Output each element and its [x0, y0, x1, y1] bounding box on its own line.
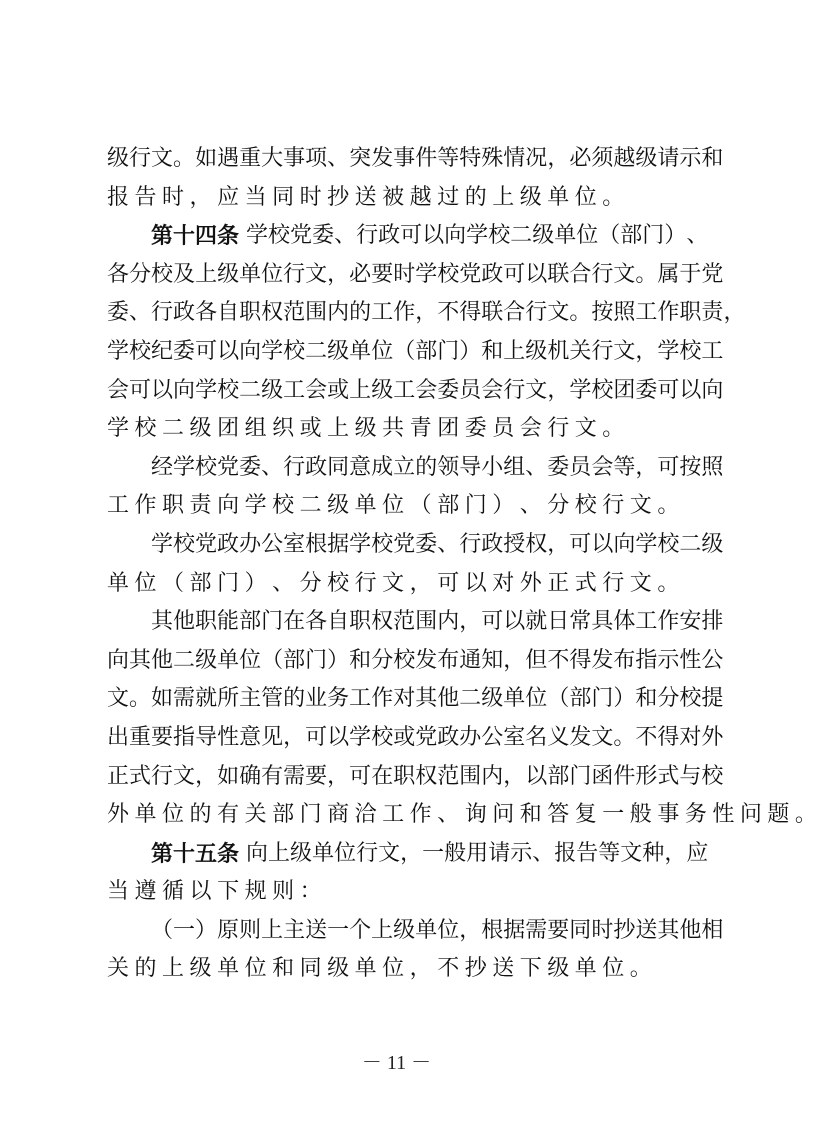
text-line: 学 校 二 级 团 组 织 或 上 级 共 青 团 委 员 会 行 文 。 [107, 416, 625, 442]
text-line: 各 分 校 及 上 级 单 位 行 文 ， 必 要 时 学 校 党 政 可 以 联 合 行 文 。 属 于 党 [107, 261, 724, 287]
document-body [107, 140, 817, 989]
text-line: 学 校 党 政 办 公 室 根 据 学 校 党 委 、 行 政 授 权 ， 可 以 向 学 校 二 级 [151, 531, 724, 557]
text-line: 向 其 他 二 级 单 位 （ 部 门 ） 和 分 校 发 布 通 知 ， 但 不 得 发 布 指 示 性 公 [107, 647, 724, 673]
text-line: 经 学 校 党 委 、 行 政 同 意 成 立 的 领 导 小 组 、 委 员 会 等 ， 可 按 照 [151, 454, 724, 480]
article-number: 第十四条 [151, 223, 240, 250]
text-line: 级 行 文 。 如 遇 重 大 事 项 、 突 发 事 件 等 特 殊 情 况 ， 必 须 越 级 请 示 和 [107, 146, 724, 171]
text-line: 当 遵 循 以 下 规 则 ： [107, 879, 322, 905]
text-line: 文 。 如 需 就 所 主 管 的 业 务 工 作 对 其 他 二 级 单 位 （ 部 门 ） 和 分 校 提 [107, 686, 724, 712]
page-number: － 11 － [361, 1052, 432, 1074]
text-line: 单 位 （ 部 门 ） 、 分 校 行 文 ， 可 以 对 外 正 式 行 文 。 [107, 570, 680, 596]
text-line: 其 他 职 能 部 门 在 各 自 职 权 范 围 内 ， 可 以 就 日 常 具 体 工 作 安 排 [151, 609, 724, 635]
text-line: 第十五条 向 上 级 单 位 行 文 ， 一 般 用 请 示 、 报 告 等 文 种 ， 应 [107, 835, 697, 874]
text-line: 出 重 要 指 导 性 意 见 ， 可 以 学 校 或 党 政 办 公 室 名 义 发 文 。 不 得 对 外 [107, 724, 724, 750]
text-line: 学 校 纪 委 可 以 向 学 校 二 级 单 位 （ 部 门 ） 和 上 级 机 关 行 文 ， 学 校 工 [107, 338, 724, 364]
text-line: 工 作 职 责 向 学 校 二 级 单 位 （ 部 门 ） 、 分 校 行 文 。 [107, 493, 680, 519]
text-line: 第十四条 学 校 党 委 、 行 政 可 以 向 学 校 二 级 单 位 （ 部 门 ） 、 [107, 217, 697, 256]
text-line: 会 可 以 向 学 校 二 级 工 会 或 上 级 工 会 委 员 会 行 文 ， 学 校 团 委 可 以 向 [107, 377, 724, 403]
text-line: 正 式 行 文 ， 如 确 有 需 要 ， 可 在 职 权 范 围 内 ， 以 部 门 函 件 形 式 与 校 [107, 763, 724, 789]
text-line: 报 告 时 ， 应 当 同 时 抄 送 被 越 过 的 上 级 单 位 。 [107, 184, 625, 210]
text-line: 关 的 上 级 单 位 和 同 级 单 位 ， 不 抄 送 下 级 单 位 。 [107, 956, 652, 982]
text-line: （ 一 ） 原 则 上 主 送 一 个 上 级 单 位 ， 根 据 需 要 同 时 抄 送 其 他 相 [151, 917, 724, 943]
text-line: 外 单 位 的 有 关 部 门 商 洽 工 作 、 询 问 和 答 复 一 般 事 务 性 问 题 。 [107, 802, 817, 828]
text-line: 委 、 行 政 各 自 职 权 范 围 内 的 工 作 ， 不 得 联 合 行 文 。 按 照 工 作 职 责 ， [107, 300, 746, 326]
article-number: 第十五条 [151, 840, 240, 867]
